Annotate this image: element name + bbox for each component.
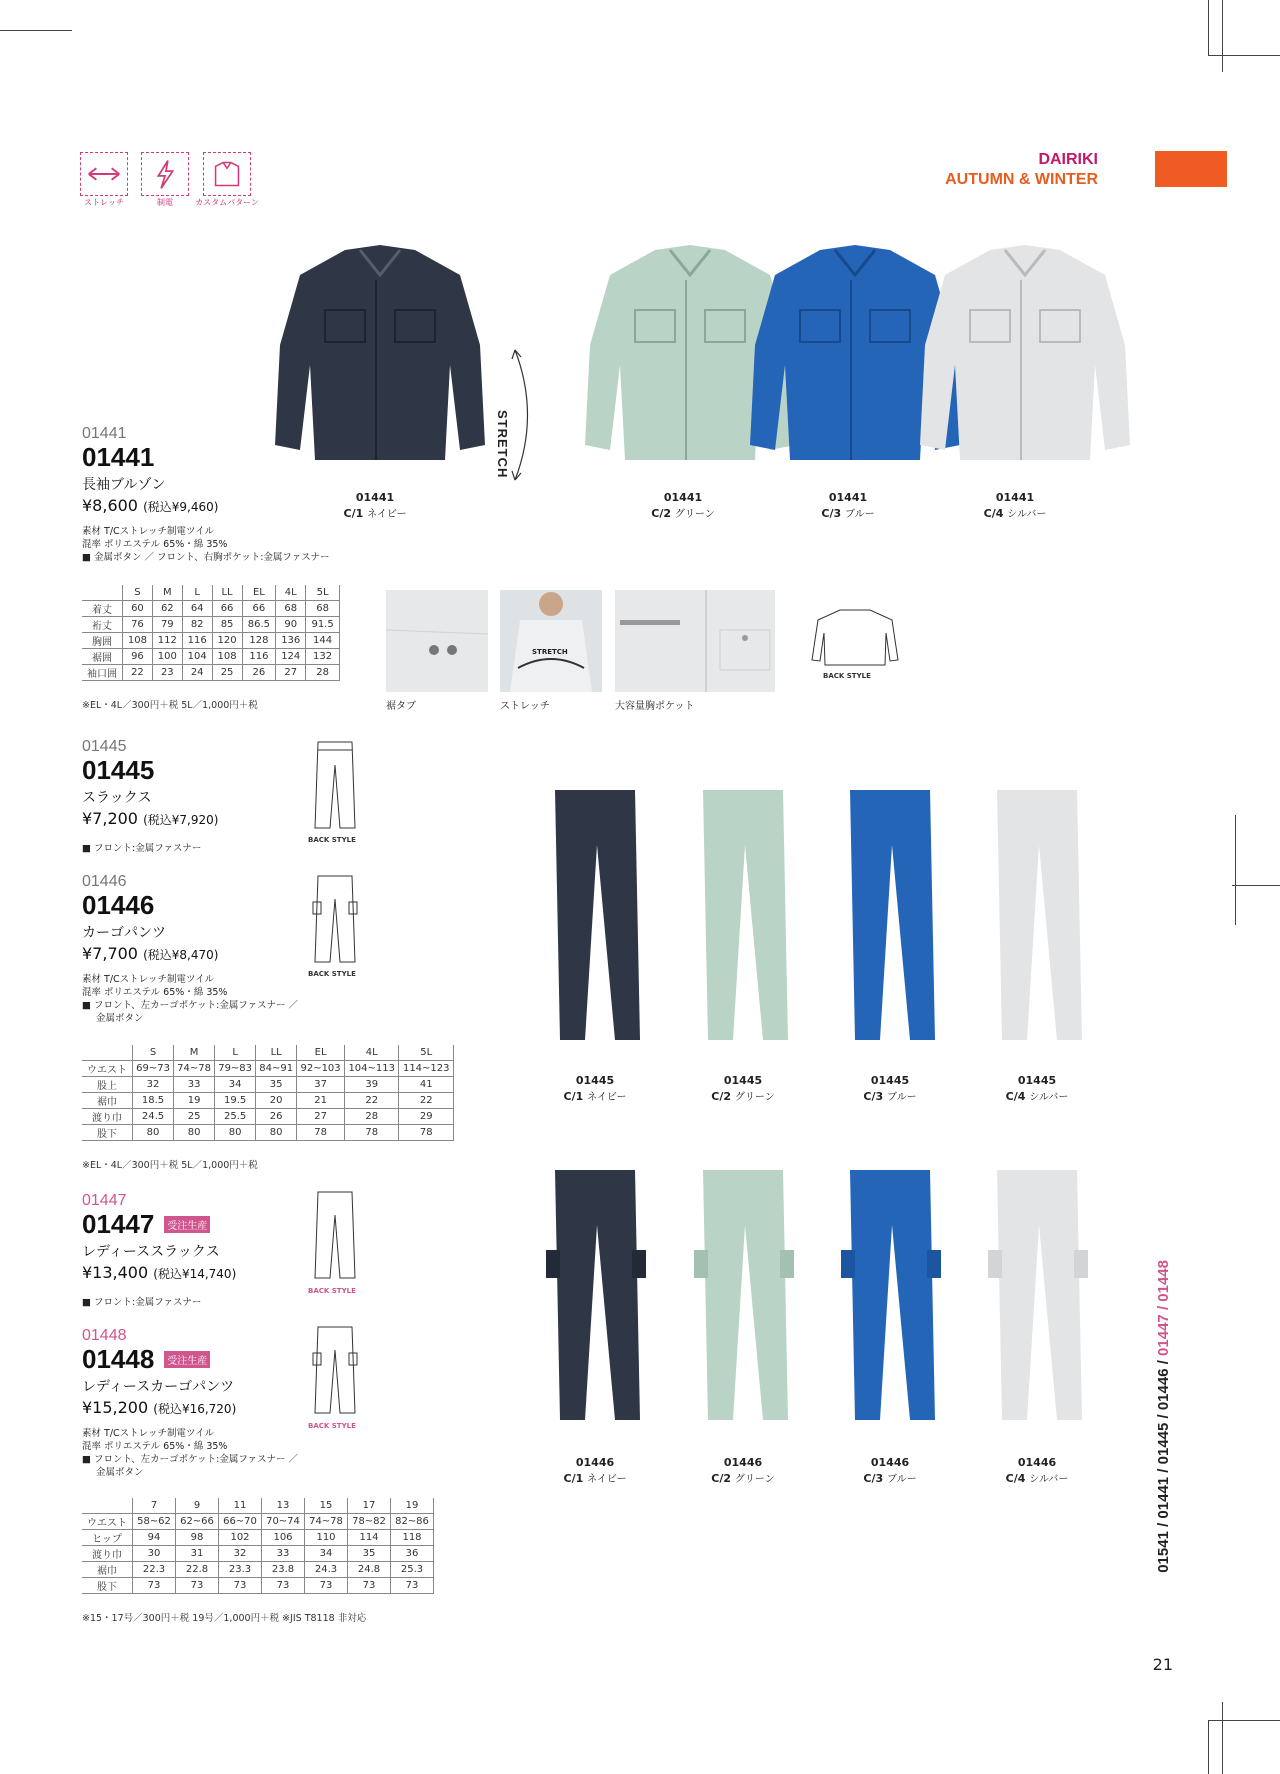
season-label: AUTUMN & WINTER [945,171,1098,188]
table-cell: 108 [123,633,153,649]
table-cell: 94 [133,1530,176,1546]
table-cell: 66~70 [219,1514,262,1530]
table-header: L [182,585,212,601]
price: ¥7,700 [82,944,138,963]
table-cell: 102 [219,1530,262,1546]
back-style-label: BACK STYLE [308,970,356,978]
color-number: C/3 [863,1090,884,1103]
table-cell: 68 [276,601,306,617]
color-number: C/2 [711,1090,732,1103]
table-cell: 114~123 [399,1061,454,1077]
side-index-codes: 01541 / 01441 / 01445 / 01446 / [1155,1355,1172,1573]
product-code-small: 01445 [82,738,127,755]
table-cell: 98 [176,1530,219,1546]
table-cell: 裾巾 [82,1093,133,1109]
table-cell: 25.5 [215,1109,256,1125]
table-cell: 22.8 [176,1562,219,1578]
color-number: C/1 [563,1090,584,1103]
back-style-label: BACK STYLE [308,1422,356,1430]
crop-mark [1235,815,1236,925]
table-cell: 69~73 [133,1061,174,1077]
table-cell: 25 [212,665,242,681]
slacks-silver [982,785,1102,1050]
feature-label: ストレッチ [84,198,124,207]
spec-line: 混率 ポリエステル 65%・綿 35% [82,987,228,998]
color-code: 01446 [870,1456,910,1469]
spec-line: ■ フロント、左カーゴポケット:金属ファスナー ／ [82,1000,299,1011]
table-cell: 36 [391,1546,434,1562]
table-cell: ヒップ [82,1530,133,1546]
table-cell: 73 [219,1578,262,1594]
table-cell: 60 [123,601,153,617]
brand-block [945,150,1098,190]
table-cell: ウエスト [82,1061,133,1077]
table-cell: 68 [306,601,340,617]
table-cell: 22 [123,665,153,681]
table-cell: 108 [212,649,242,665]
price: ¥13,400 [82,1263,149,1282]
table-header: 9 [176,1498,219,1514]
side-index-ladies-codes: 01447 / 01448 [1155,1260,1172,1356]
table-cell: 62 [152,601,182,617]
table-cell: 120 [212,633,242,649]
color-label [688,1455,798,1488]
back-style-label: BACK STYLE [823,672,871,680]
spec-line: ■ フロント、左カーゴポケット:金属ファスナー ／ [82,1454,299,1465]
price: ¥8,600 [82,496,138,515]
table-cell: 股下 [82,1578,133,1594]
jacket-size-table [82,585,340,681]
spec-line: 金属ボタン [96,1013,144,1024]
price-tax: (税込¥9,460) [143,500,219,514]
color-name: ネイビー [587,1092,627,1103]
color-number: C/1 [343,507,364,520]
color-number: C/4 [983,507,1004,520]
jacket-navy [260,235,500,475]
table-cell: 34 [305,1546,348,1562]
cargo-blue [835,1165,955,1430]
detail-caption: ストレッチ [500,701,550,712]
table-cell: 78 [297,1125,345,1141]
price-tax: (税込¥14,740) [153,1267,237,1281]
size-note: ※EL・4L／300円＋税 5L／1,000円＋税 [82,1160,258,1171]
table-cell: 31 [176,1546,219,1562]
color-name: シルバー [1029,1092,1069,1103]
table-cell: 124 [276,649,306,665]
table-header: M [152,585,182,601]
crop-mark [1208,0,1209,55]
table-cell: 79~83 [215,1061,256,1077]
table-cell: 22.3 [133,1562,176,1578]
table-header: S [133,1045,174,1061]
color-code: 01445 [723,1074,763,1087]
price: ¥7,200 [82,809,138,828]
table-cell: 90 [276,617,306,633]
table-cell: 22 [399,1093,454,1109]
slacks-navy [540,785,660,1050]
color-number: C/4 [1005,1472,1026,1485]
table-cell: 18.5 [133,1093,174,1109]
table-cell: 24 [182,665,212,681]
custom-pattern-icon [203,152,251,196]
product-code: 01448 [82,1344,155,1374]
detail-caption: 裾タブ [386,701,416,712]
table-cell: 80 [133,1125,174,1141]
feature-label: カスタムパターン [195,198,259,207]
crop-mark [1222,1702,1223,1774]
product-code-small: 01447 [82,1192,127,1209]
table-cell: 73 [262,1578,305,1594]
product-code: 01447 [82,1209,155,1239]
table-cell: 74~78 [305,1514,348,1530]
spec-line: 素材 T/Cストレッチ制電ツイル [82,1428,215,1439]
color-code: 01446 [1017,1456,1057,1469]
product-01445-info [82,738,218,855]
table-header: 15 [305,1498,348,1514]
color-code: 01441 [663,491,703,504]
table-cell: 73 [176,1578,219,1594]
table-cell: 80 [215,1125,256,1141]
table-cell: 73 [305,1578,348,1594]
detail-photo-chest-pocket [615,590,775,692]
table-cell: 85 [212,617,242,633]
slacks-blue [835,785,955,1050]
table-header: 17 [348,1498,391,1514]
color-label [688,1073,798,1106]
table-cell: 78~82 [348,1514,391,1530]
table-cell: 80 [174,1125,215,1141]
color-name: シルバー [1007,509,1047,520]
slacks-green [688,785,808,1050]
table-cell: 股下 [82,1125,133,1141]
color-name: グリーン [674,509,715,520]
table-cell: 62~66 [176,1514,219,1530]
table-cell: 37 [297,1077,345,1093]
color-name: ネイビー [587,1474,627,1485]
table-cell: 73 [391,1578,434,1594]
product-01448-info [82,1327,298,1479]
spec-line: 混率 ポリエステル 65%・綿 35% [82,1441,228,1452]
cargo-silver [982,1165,1102,1430]
table-cell: 58~62 [133,1514,176,1530]
table-cell: 132 [306,649,340,665]
table-cell: 78 [399,1125,454,1141]
table-cell: 26 [242,665,276,681]
product-name: スラックス [82,790,152,806]
color-name: グリーン [734,1092,775,1103]
product-code: 01441 [82,442,155,472]
color-name: グリーン [734,1474,775,1485]
table-cell: 114 [348,1530,391,1546]
cargo-green [688,1165,808,1430]
color-code: 01446 [723,1456,763,1469]
stretch-icon [80,152,128,196]
table-cell: 144 [306,633,340,649]
color-number: C/3 [863,1472,884,1485]
back-style-label: BACK STYLE [308,1287,356,1295]
detail-photo-hem-tab [386,590,488,692]
table-cell: 118 [391,1530,434,1546]
product-code-small: 01448 [82,1327,127,1344]
price: ¥15,200 [82,1398,149,1417]
product-code-small: 01446 [82,873,127,890]
table-cell: 29 [399,1109,454,1125]
table-header: EL [242,585,276,601]
table-cell: 86.5 [242,617,276,633]
size-note: ※15・17号／300円＋税 19号／1,000円＋税 ※JIS T8118 非対応 [82,1613,367,1624]
brand-name: DAIRIKI [1038,151,1098,168]
table-cell: 胸囲 [82,633,123,649]
table-cell: 41 [399,1077,454,1093]
crop-mark [0,30,72,31]
table-header: EL [297,1045,345,1061]
table-cell: 32 [219,1546,262,1562]
color-code: 01445 [1017,1074,1057,1087]
color-name: ブルー [886,1092,917,1103]
crop-mark [1208,1720,1280,1721]
crop-mark [1208,1720,1209,1774]
table-cell: 23.3 [219,1562,262,1578]
table-cell: 24.8 [348,1562,391,1578]
table-cell: 20 [256,1093,297,1109]
table-cell: 91.5 [306,617,340,633]
color-label [320,490,430,523]
table-cell: 74~78 [174,1061,215,1077]
table-cell: 79 [152,617,182,633]
table-cell: 39 [344,1077,399,1093]
color-number: C/2 [711,1472,732,1485]
product-name: 長袖ブルゾン [82,477,166,493]
table-header: 11 [219,1498,262,1514]
spec-line: 金属ボタン [96,1467,144,1478]
crop-mark [1232,885,1280,886]
table-cell: 22 [344,1093,399,1109]
color-label [982,1073,1092,1106]
table-cell: 116 [182,633,212,649]
page-number: 21 [1152,1655,1173,1674]
color-label [835,1455,945,1488]
table-cell: 33 [174,1077,215,1093]
side-index [1155,1260,1185,1620]
table-cell: 76 [123,617,153,633]
price-tax: (税込¥8,470) [143,948,219,962]
table-cell: 27 [297,1109,345,1125]
color-label [835,1073,945,1106]
table-cell: 70~74 [262,1514,305,1530]
spec-line: 素材 T/Cストレッチ制電ツイル [82,974,215,985]
color-label [982,1455,1092,1488]
jacket-back-sketch [810,605,900,670]
spec-line: 素材 T/Cストレッチ制電ツイル [82,526,215,537]
price-tax: (税込¥7,920) [143,813,219,827]
color-name: ブルー [844,509,875,520]
table-cell: 股上 [82,1077,133,1093]
spec-line: ■ フロント:金属ファスナー [82,1297,202,1308]
table-cell: 100 [152,649,182,665]
product-name: カーゴパンツ [82,925,166,941]
table-cell: 80 [256,1125,297,1141]
table-header: M [174,1045,215,1061]
table-cell: 26 [256,1109,297,1125]
table-cell: 66 [212,601,242,617]
color-code: 01441 [828,491,868,504]
table-cell: 104 [182,649,212,665]
table-cell: 106 [262,1530,305,1546]
table-cell: 裾囲 [82,649,123,665]
color-number: C/1 [563,1472,584,1485]
table-cell: 82 [182,617,212,633]
ladies-cargo-back-sketch [310,1325,360,1415]
detail-caption: 大容量胸ポケット [615,701,695,712]
color-code: 01446 [575,1456,615,1469]
spec-line: ■ 金属ボタン ／ フロント、右胸ポケット:金属ファスナー [82,552,330,563]
color-number: C/2 [651,507,672,520]
table-cell: 21 [297,1093,345,1109]
table-cell: 128 [242,633,276,649]
table-cell: 64 [182,601,212,617]
table-cell: 24.3 [305,1562,348,1578]
color-name: ブルー [886,1474,917,1485]
table-header: 5L [306,585,340,601]
spec-line: ■ フロント:金属ファスナー [82,843,202,854]
product-01446-info [82,873,298,1025]
color-label [540,1455,650,1488]
table-header: S [123,585,153,601]
spec-line: 混率 ポリエステル 65%・綿 35% [82,539,228,550]
table-cell: 73 [133,1578,176,1594]
table-header: 4L [276,585,306,601]
product-code: 01446 [82,890,155,920]
color-number: C/4 [1005,1090,1026,1103]
table-cell: 33 [262,1546,305,1562]
table-cell: 23 [152,665,182,681]
table-header [82,585,123,601]
table-cell: 35 [256,1077,297,1093]
table-header: LL [256,1045,297,1061]
color-label [793,490,903,523]
table-cell: 渡り巾 [82,1546,133,1562]
table-cell: 73 [348,1578,391,1594]
table-header: 4L [344,1045,399,1061]
color-label [540,1073,650,1106]
table-cell: 84~91 [256,1061,297,1077]
table-cell: 82~86 [391,1514,434,1530]
table-header: LL [212,585,242,601]
ladies-pants-back-sketch [310,1190,360,1280]
table-cell: 110 [305,1530,348,1546]
table-cell: 25 [174,1109,215,1125]
table-cell: 32 [133,1077,174,1093]
table-cell: 136 [276,633,306,649]
table-header: 5L [399,1045,454,1061]
table-cell: 34 [215,1077,256,1093]
pants-back-sketch [310,740,360,830]
crop-mark [1208,55,1280,56]
product-code-small: 01441 [82,425,127,442]
table-cell: 78 [344,1125,399,1141]
table-cell: 92~103 [297,1061,345,1077]
made-to-order-badge: 受注生産 [164,1216,210,1233]
table-cell: 35 [348,1546,391,1562]
table-header [82,1045,133,1061]
detail-photo-stretch [500,590,602,692]
table-cell: 袖口囲 [82,665,123,681]
accent-bar [1155,151,1227,187]
back-style-label: BACK STYLE [308,836,356,844]
stretch-label: STRETCH [495,410,510,479]
color-label [628,490,738,523]
table-header: L [215,1045,256,1061]
made-to-order-badge: 受注生産 [164,1351,210,1368]
table-header: 19 [391,1498,434,1514]
table-cell: 24.5 [133,1109,174,1125]
color-code: 01441 [355,491,395,504]
color-code: 01445 [575,1074,615,1087]
table-cell: 裄丈 [82,617,123,633]
cargo-back-sketch [310,874,360,964]
table-header: 13 [262,1498,305,1514]
table-cell: ウエスト [82,1514,133,1530]
table-cell: 渡り巾 [82,1109,133,1125]
table-header: 7 [133,1498,176,1514]
color-code: 01441 [995,491,1035,504]
table-cell: 27 [276,665,306,681]
pants-size-table [82,1045,454,1141]
size-note: ※EL・4L／300円＋税 5L／1,000円＋税 [82,700,258,711]
color-number: C/3 [821,507,842,520]
color-name: ネイビー [367,509,407,520]
table-cell: 19.5 [215,1093,256,1109]
table-cell: 28 [306,665,340,681]
table-cell: 23.8 [262,1562,305,1578]
table-cell: 30 [133,1546,176,1562]
product-name: レディーススラックス [82,1244,220,1260]
table-cell: 112 [152,633,182,649]
table-cell: 28 [344,1109,399,1125]
table-cell: 96 [123,649,153,665]
cargo-navy [540,1165,660,1430]
color-name: シルバー [1029,1474,1069,1485]
color-label [960,490,1070,523]
table-cell: 裾巾 [82,1562,133,1578]
ladies-size-table [82,1498,434,1594]
lightning-icon [141,152,189,196]
product-01447-info [82,1192,236,1309]
stretch-overlay-label: STRETCH [532,648,568,656]
table-cell: 25.3 [391,1562,434,1578]
color-code: 01445 [870,1074,910,1087]
feature-label: 制電 [157,198,173,207]
table-header [82,1498,133,1514]
product-name: レディースカーゴパンツ [82,1379,235,1395]
table-cell: 19 [174,1093,215,1109]
product-code: 01445 [82,755,155,785]
price-tax: (税込¥16,720) [153,1402,237,1416]
table-cell: 104~113 [344,1061,399,1077]
crop-mark [1222,0,1223,72]
table-cell: 116 [242,649,276,665]
table-cell: 着丈 [82,601,123,617]
jacket-silver [905,235,1145,475]
table-cell: 66 [242,601,276,617]
